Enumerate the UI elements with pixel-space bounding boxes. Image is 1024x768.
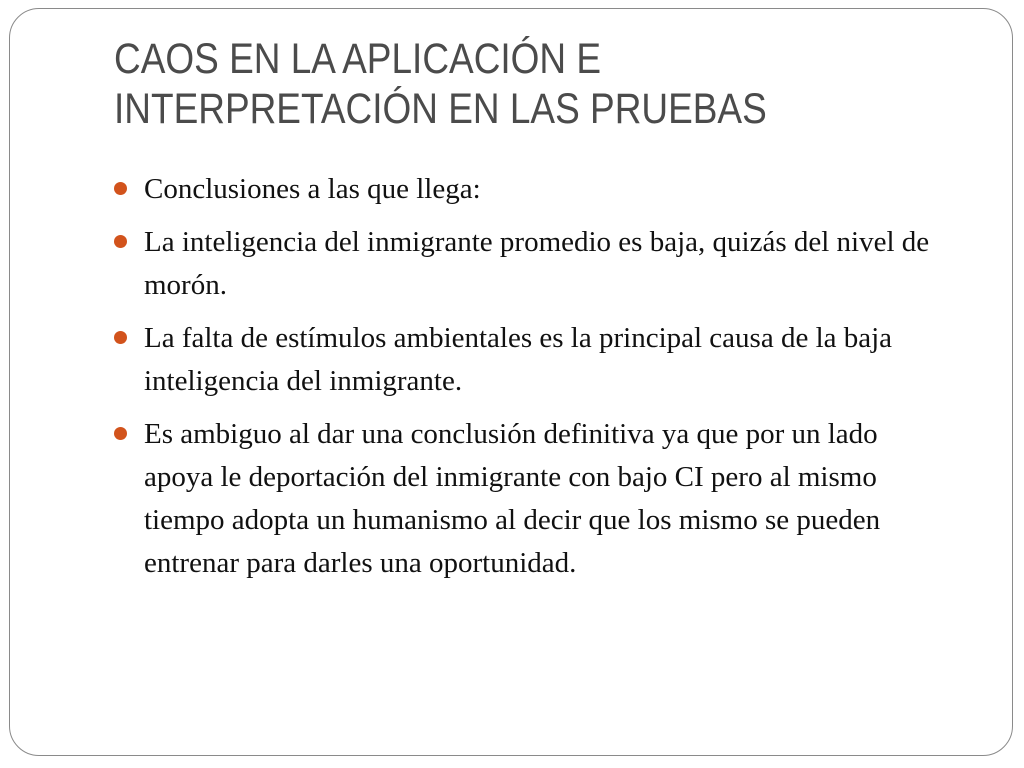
bullet-item bbox=[114, 168, 954, 211]
slide-title-line-1: CAOS EN LA APLICACIÓN E bbox=[114, 35, 602, 83]
bullet-item bbox=[114, 413, 954, 585]
bullet-dot-icon bbox=[114, 182, 127, 195]
bullet-dot-icon bbox=[114, 235, 127, 248]
bullet-text: Es ambiguo al dar una conclusión definitiva ya que por un lado apoya le deportación del inmigrante con bajo CI pero al mismo tiempo adopta un humanismo al decir que los mismo se pueden entrenar para darles una oportunidad. bbox=[144, 418, 881, 579]
bullet-text: La falta de estímulos ambientales es la principal causa de la baja inteligencia del inmigrante. bbox=[144, 322, 893, 397]
slide-title-line-2: INTERPRETACIÓN EN LAS PRUEBAS bbox=[114, 85, 767, 133]
slide-title bbox=[114, 34, 854, 134]
bullet-list bbox=[114, 168, 954, 595]
bullet-text: Conclusiones a las que llega: bbox=[144, 173, 481, 205]
bullet-dot-icon bbox=[114, 331, 127, 344]
bullet-item bbox=[114, 221, 954, 307]
bullet-dot-icon bbox=[114, 427, 127, 440]
bullet-item bbox=[114, 317, 954, 403]
bullet-text: La inteligencia del inmigrante promedio es baja, quizás del nivel de morón. bbox=[144, 226, 930, 301]
